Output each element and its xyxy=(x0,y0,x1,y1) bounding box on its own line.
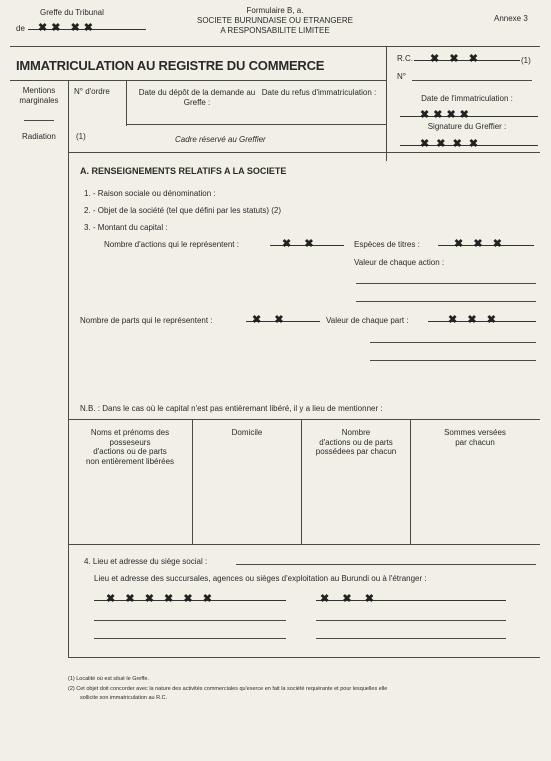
redaction-marks-valeur-part: ✖ ✖ ✖ xyxy=(448,314,496,326)
redaction-marks-rc: ✖ ✖ ✖ xyxy=(430,53,478,65)
date-immatriculation-label: Date de l'immatriculation : xyxy=(421,94,513,103)
header-noms-posseseurs: Noms et prénoms des posseseurs d'actions ou de parts non entièrement libérées xyxy=(85,428,175,466)
redaction-marks-succursale-right: ✖ ✖ ✖ xyxy=(320,593,374,605)
greffe-label: Greffe du Tribunal xyxy=(40,8,104,17)
especes-titres-label: Espèces de titres : xyxy=(354,240,420,249)
redaction-marks-signature: ✖ ✖ ✖ ✖ xyxy=(420,138,479,150)
nb-parts-label: Nombre de parts qui le représentent : xyxy=(80,316,213,325)
title-right-divider xyxy=(386,46,387,161)
header-domicile: Domicile xyxy=(231,428,263,437)
valeur-action-line2 xyxy=(356,301,536,302)
redaction-marks-especes: ✖ ✖ ✖ xyxy=(454,238,502,250)
date-refus-label: Date du refus d'immatriculation : xyxy=(261,88,377,97)
title-top-rule xyxy=(10,46,540,47)
section-a-top-rule xyxy=(68,152,540,153)
rc-note: (1) xyxy=(521,56,531,65)
rc-number-label: N° xyxy=(397,72,406,81)
company-type-line1: SOCIETE BURUNDAISE OU ETRANGERE xyxy=(196,16,354,25)
capital-col-divider-3 xyxy=(410,419,411,544)
mentions-short-rule xyxy=(24,120,54,121)
signature-greffier-label: Signature du Greffier : xyxy=(427,122,507,131)
section-left-rule xyxy=(68,152,69,657)
item-objet-societe: 2. - Objet de la société (tel que défini par les statuts) (2) xyxy=(84,206,281,215)
col-divider-1 xyxy=(68,80,69,152)
n-ordre-label: N° d'ordre xyxy=(74,87,110,96)
form-title: IMMATRICULATION AU REGISTRE DU COMMERCE xyxy=(16,58,325,73)
nb-note: N.B. : Dans le cas où le capital n'est pas entièremant libéré, il y a lieu de mentionner : xyxy=(80,404,383,413)
redaction-marks-de: ✖ ✖ ✖ ✖ xyxy=(38,22,93,34)
mentions-marginales-label: Mentions marginales xyxy=(19,86,59,105)
redaction-marks-immat: ✖ ✖ ✖ ✖ xyxy=(420,109,469,121)
redaction-marks-actions: ✖ ✖ xyxy=(282,238,314,250)
capital-col-divider-2 xyxy=(301,419,302,544)
succursale-line-left-3 xyxy=(94,638,286,639)
radiation-note: (1) xyxy=(76,132,86,141)
date-depot-label: Date du dépôt de la demande au Greffe : xyxy=(138,88,256,108)
capital-col-divider-1 xyxy=(192,419,193,544)
section-a-title: A. RENSEIGNEMENTS RELATIFS A LA SOCIETE xyxy=(80,166,287,176)
succursale-line-right-2 xyxy=(316,620,506,621)
section-bottom-rule xyxy=(68,657,540,658)
valeur-part-line3 xyxy=(370,360,536,361)
item-siege-social: 4. Lieu et adresse du siège social : xyxy=(84,557,208,566)
capital-table-top-rule xyxy=(68,419,540,420)
annexe-label: Annexe 3 xyxy=(494,14,528,23)
cadre-reserve-label: Cadre réservé au Greffier xyxy=(175,135,266,144)
company-type-line2: A RESPONSABILITE LIMITEE xyxy=(220,26,330,35)
header-sommes-versees: Sommes versées par chacun xyxy=(444,428,506,447)
item-montant-capital: 3. - Montant du capital : xyxy=(84,223,168,232)
valeur-action-line1 xyxy=(356,283,536,284)
succursale-line-left-2 xyxy=(94,620,286,621)
footnote-2a: (2) Cet objet doit concorder avec la nature des activités commerciales qu'exerce en fait la société requérante et pour lesquelles elle xyxy=(68,686,388,692)
de-label: de xyxy=(16,24,25,33)
redaction-marks-parts: ✖ ✖ xyxy=(252,314,284,326)
succursale-line-right-3 xyxy=(316,638,506,639)
title-bottom-rule xyxy=(10,80,386,81)
valeur-action-label: Valeur de chaque action : xyxy=(354,258,445,267)
succursales-label: Lieu et adresse des succursales, agences ou sièges d'exploitation au Burundi ou à l'étranger : xyxy=(94,574,427,583)
siege-social-line xyxy=(236,564,536,565)
capital-table-bottom-rule xyxy=(68,544,540,545)
nb-actions-label: Nombre d'actions qui le représentent : xyxy=(104,240,239,249)
formulaire-label: Formulaire B, a. xyxy=(246,6,304,15)
item-raison-sociale: 1. - Raison sociale ou dénomination : xyxy=(84,189,216,198)
radiation-label: Radiation xyxy=(22,132,56,141)
header-nombre-actions: Nombre d'actions ou de parts possédees par chacun xyxy=(315,428,397,457)
valeur-part-label: Valeur de chaque part : xyxy=(326,316,409,325)
rc-label: R.C. xyxy=(397,54,413,63)
rc-number-line xyxy=(412,80,532,81)
valeur-part-line2 xyxy=(370,342,536,343)
redaction-marks-succursale-left: ✖ ✖ ✖ ✖ ✖ ✖ xyxy=(106,593,212,605)
depot-row-rule xyxy=(126,124,386,125)
footnote-1: (1) Localité où est situé le Greffe. xyxy=(68,676,149,682)
footnote-2b: sollicite son immatriculation au R.C. xyxy=(80,695,168,701)
col-divider-2 xyxy=(126,80,127,126)
